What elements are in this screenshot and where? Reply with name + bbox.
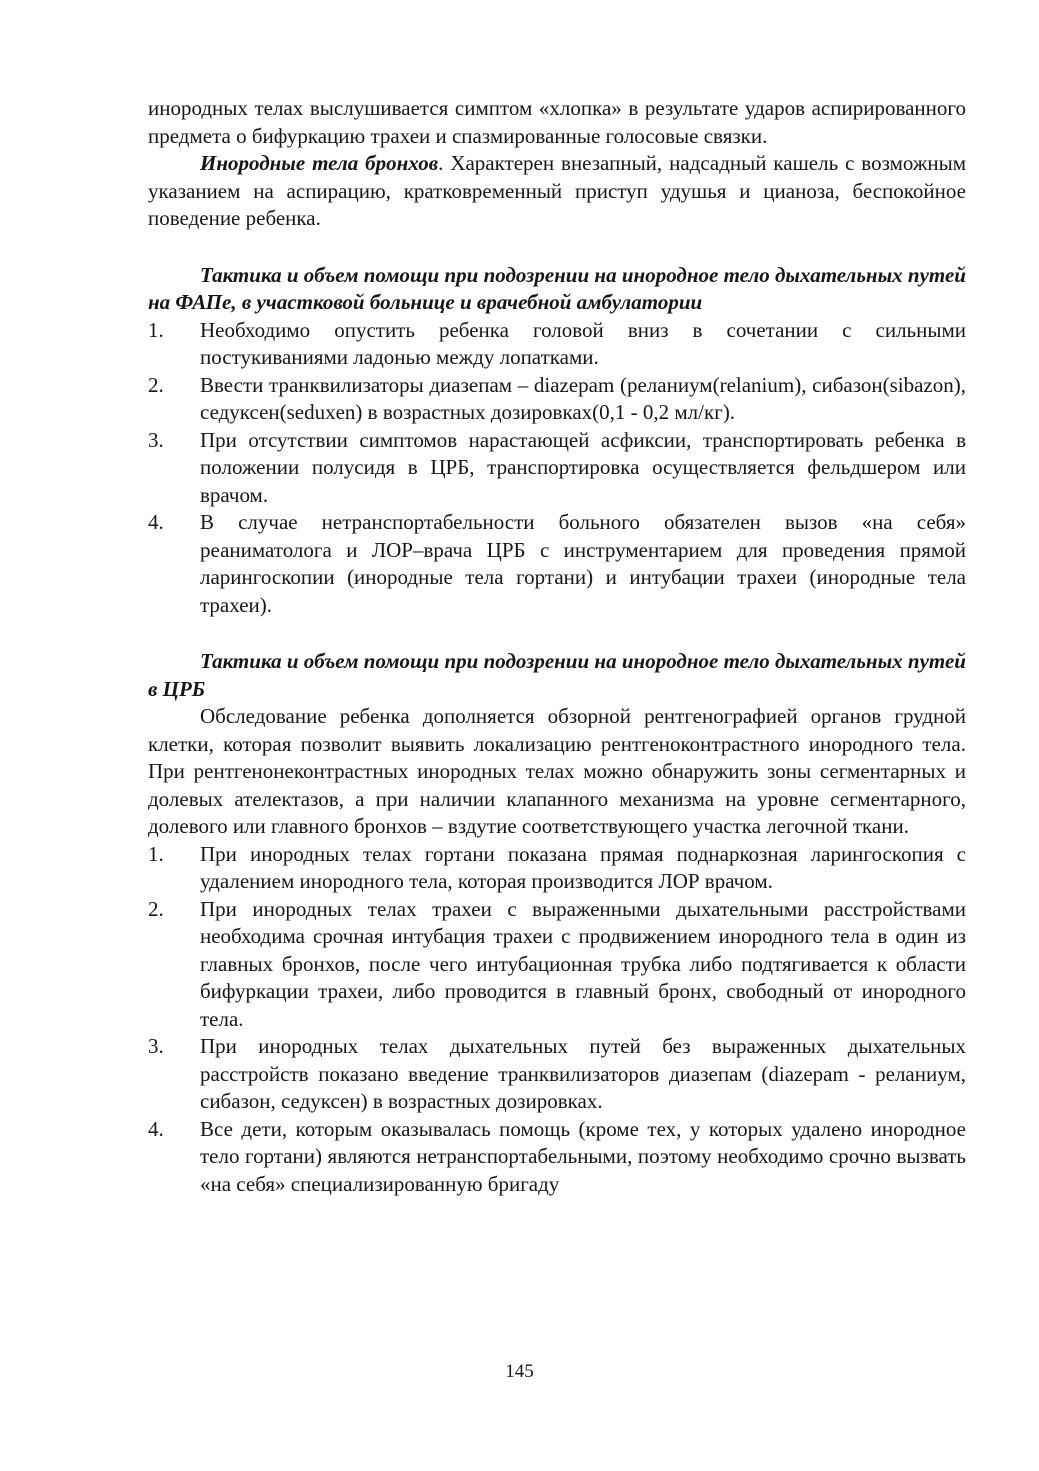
paragraph-bronchi xyxy=(148,150,966,233)
list-item-number: 4. xyxy=(148,510,164,534)
list-item-number: 4. xyxy=(148,1116,164,1141)
list-item xyxy=(148,1116,966,1199)
list-item-text: При инородных телах трахеи с выраженными дыхательными расстройствами необходима срочная интубация трахеи с продвижением инородного тела в один из главных бронхов, после чего интубационная трубка либо подтягивается к области бифуркации трахеи, либо проводится в главный бронх, свободный от инородного тела. xyxy=(200,896,966,1031)
page-number: 145 xyxy=(505,1361,534,1382)
paragraph-continuation: инородных телах выслушивается симптом «хлопка» в результате ударов аспирированного предмета о бифуркацию трахеи и спазмированные голосовые связки. xyxy=(148,96,966,148)
bronchi-text: . Характерен внезапный, надсадный кашель с возможным указанием на аспирацию, кратковременный приступ удушья и цианоза, беспокойное поведение ребенка. xyxy=(148,151,966,230)
list-item-text: Все дети, которым оказывалась помощь (кроме тех, у которых удалено инородное тело гортани) являются нетранспортабельными, поэтому необходимо срочно вызвать «на себя» специализированную бригаду xyxy=(200,1116,966,1196)
list-item xyxy=(148,896,966,1034)
list-item-text: В случае нетранспортабельности больного обязателен вызов «на себя» реаниматолога и ЛОР–врача ЦРБ с инструментарием для проведения прямой ларингоскопии (инородные тела гортани) и интубации трахеи (инородные тела трахеи). xyxy=(200,510,966,617)
section-2-list xyxy=(148,841,966,1199)
list-item-text: При отсутствии симптомов нарастающей асфиксии, транспортировать ребенка в положении полусидя в ЦРБ, транспортировка осуществляется фельдшером или врачом. xyxy=(200,427,966,507)
list-item xyxy=(148,509,966,619)
spacer xyxy=(148,619,966,648)
spacer xyxy=(148,233,966,262)
list-item-number: 2. xyxy=(148,896,164,921)
section-1-list xyxy=(148,317,966,620)
section-2-intro: Обследование ребенка дополняется обзорной рентгенографией органов грудной клетки, которая позволит выявить локализацию рентгеноконтрастного инородного тела. При рентгенонеконтрастных инородных телах можно обнаружить зоны сегментарных и долевых ателектазов, а при наличии клапанного механизма на уровне сегментарного, долевого или главного бронхов – вздутие соответствующего участка легочной ткани. xyxy=(148,704,966,838)
bronchi-lead: Инородные тела бронхов xyxy=(200,151,439,175)
list-item-number: 1. xyxy=(148,317,164,342)
list-item xyxy=(148,317,966,372)
list-item xyxy=(148,841,966,896)
list-item-number: 3. xyxy=(148,1034,164,1058)
list-item-text: Необходимо опустить ребенка головой вниз в сочетании с сильными постукиваниями ладонью между лопатками. xyxy=(200,317,966,369)
list-item-text: Ввести транквилизаторы диазепам – diazepam (реланиум(relanium), сибазон(sibazon), седуксен(seduxen) в возрастных дозировках(0,1 - 0,2 мл/кг). xyxy=(200,372,966,424)
list-item-text: При инородных телах дыхательных путей без выраженных дыхательных расстройств показано введение транквилизаторов диазепам (diazepam - реланиум, сибазон, седуксен) в возрастных дозировках. xyxy=(200,1034,966,1113)
list-item xyxy=(148,372,966,427)
list-item-number: 2. xyxy=(148,372,164,397)
section-1-heading: Тактика и объем помощи при подозрении на инородное тело дыхательных путей на ФАПе, в участковой больнице и врачебной амбулатории xyxy=(148,262,966,314)
list-item-number: 3. xyxy=(148,427,164,452)
list-item xyxy=(148,1033,966,1116)
list-item xyxy=(148,427,966,510)
list-item-number: 1. xyxy=(148,841,164,866)
list-item-text: При инородных телах гортани показана прямая поднаркозная ларингоскопия с удалением инородного тела, которая производится ЛОР врачом. xyxy=(200,841,966,893)
section-2-heading: Тактика и объем помощи при подозрении на инородное тело дыхательных путей в ЦРБ xyxy=(148,649,966,701)
page-body xyxy=(148,95,966,1198)
